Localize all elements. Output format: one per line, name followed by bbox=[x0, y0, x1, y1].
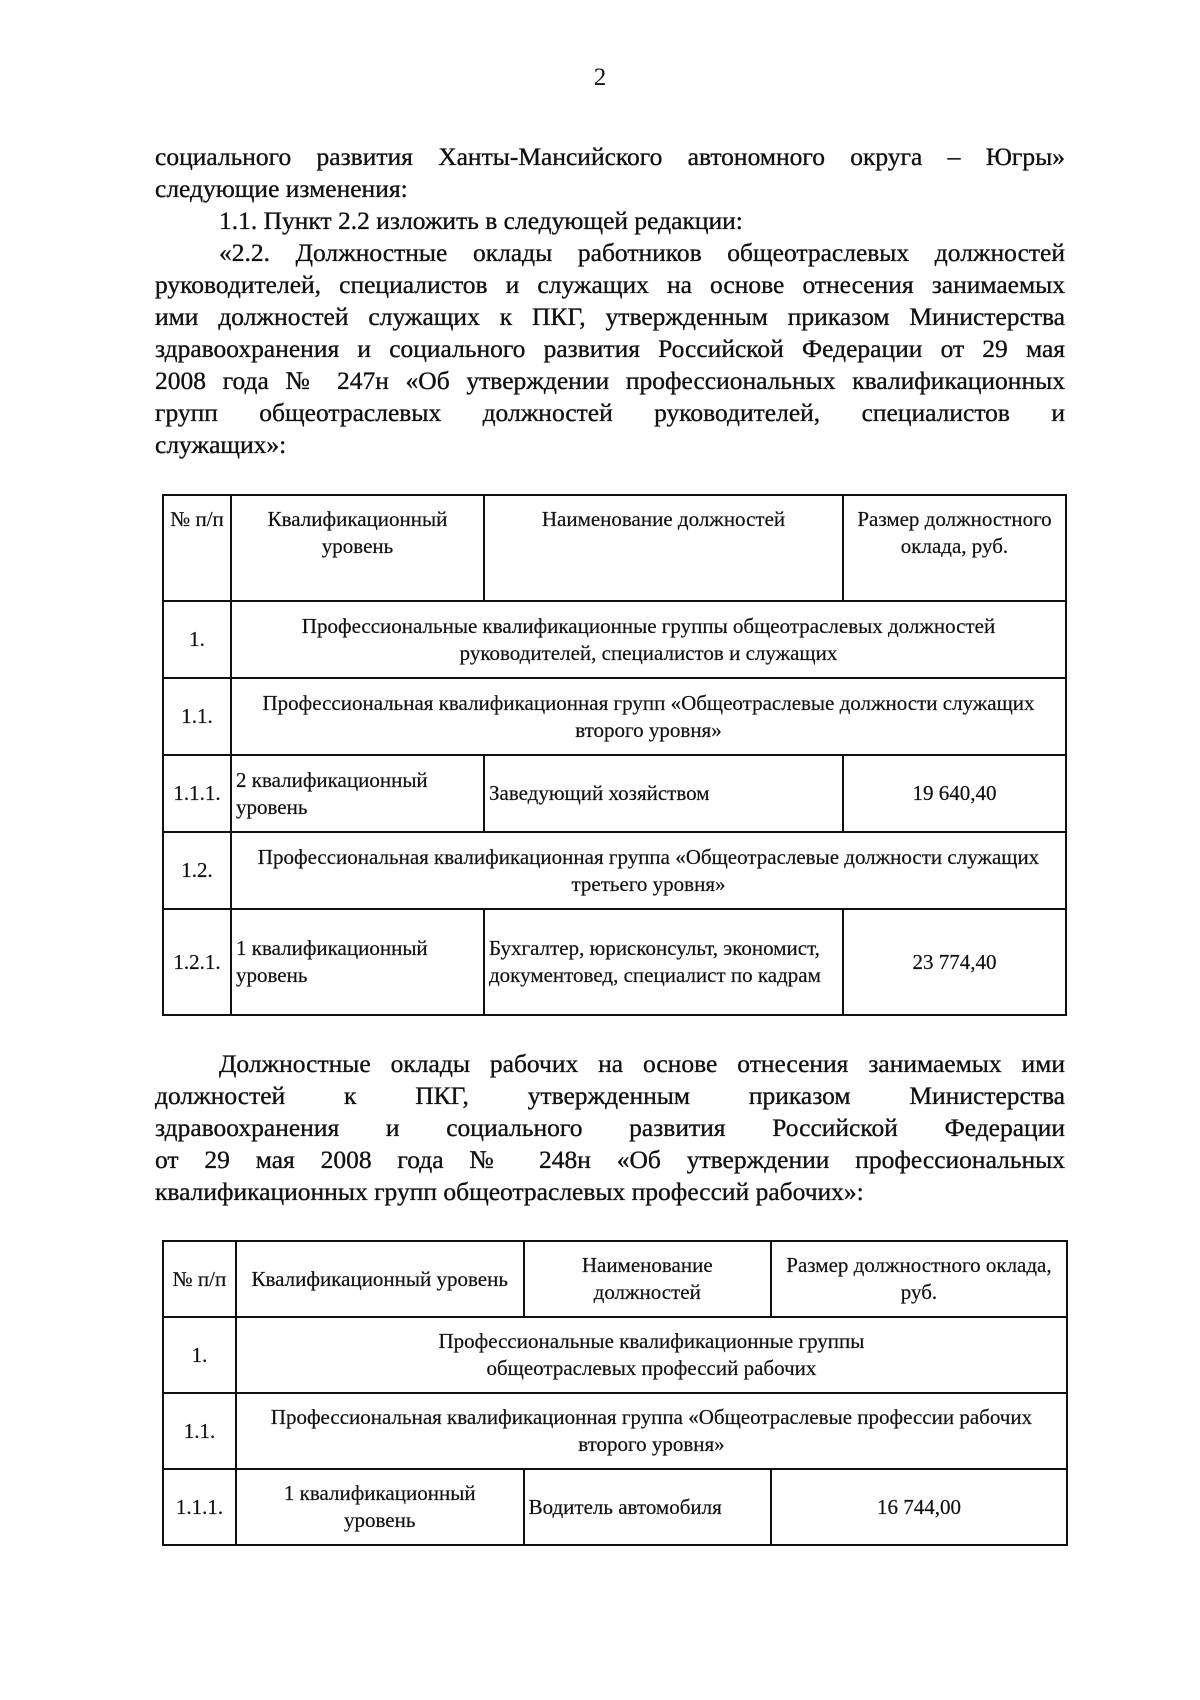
header-level: Квалификационный уровень bbox=[231, 495, 484, 601]
salary-table-employees bbox=[162, 494, 1067, 1016]
table-group-row bbox=[163, 601, 1066, 678]
table-header-row bbox=[163, 1241, 1067, 1317]
table-group-row bbox=[163, 1317, 1067, 1393]
workers-paragraph bbox=[155, 1048, 1065, 1208]
text-line: руководителей, специалистов и служащих на основе отнесения занимаемых bbox=[155, 270, 1065, 299]
page-number: 2 bbox=[593, 64, 607, 91]
header-salary: Размер должностного оклада, руб. bbox=[771, 1241, 1067, 1317]
text-line: здравоохранения и социального развития Российской Федерации от 29 мая bbox=[155, 334, 1065, 363]
text-line: социального развития Ханты-Мансийского автономного округа – Югры» bbox=[155, 142, 1065, 171]
salary-table-workers bbox=[162, 1240, 1068, 1546]
row-num: 1.2. bbox=[163, 832, 231, 909]
header-num: № п/п bbox=[163, 495, 231, 601]
text-line: от 29 мая 2008 года № 248н «Об утверждении профессиональных bbox=[155, 1145, 1065, 1174]
table-group-row bbox=[163, 832, 1066, 909]
row-num: 1. bbox=[163, 601, 231, 678]
row-level: 1 квалификационный уровень bbox=[231, 909, 484, 1015]
group-title: Профессиональная квалификационная группа «Общеотраслевые профессии рабочих второго уровня» bbox=[236, 1393, 1067, 1469]
text-line: здравоохранения и социального развития Российской Федерации bbox=[155, 1113, 1065, 1142]
row-num: 1.1. bbox=[163, 1393, 236, 1469]
group-title: Профессиональные квалификационные группы общеотраслевых профессий рабочих bbox=[236, 1317, 1067, 1393]
group-title: Профессиональные квалификационные группы общеотраслевых должностей руководителей, специалистов и служащих bbox=[231, 601, 1066, 678]
text-line: 1.1. Пункт 2.2 изложить в следующей редакции: bbox=[219, 206, 743, 235]
row-salary: 16 744,00 bbox=[771, 1469, 1067, 1545]
group-title: Профессиональная квалификационная групп «Общеотраслевые должности служащих второго уровня» bbox=[231, 678, 1066, 755]
text-line: Должностные оклады рабочих на основе отнесения занимаемых ими bbox=[219, 1049, 1065, 1078]
row-level: 1 квалификационный уровень bbox=[236, 1469, 524, 1545]
intro-paragraph bbox=[155, 141, 1065, 461]
table-group-row bbox=[163, 678, 1066, 755]
row-num: 1.1. bbox=[163, 678, 231, 755]
text-line: служащих»: bbox=[155, 430, 287, 459]
header-position: Наименование должностей bbox=[524, 1241, 771, 1317]
text-line: групп общеотраслевых должностей руководителей, специалистов и bbox=[155, 398, 1065, 427]
text-line: следующие изменения: bbox=[155, 174, 408, 203]
row-num: 1.1.1. bbox=[163, 755, 231, 832]
row-salary: 23 774,40 bbox=[843, 909, 1066, 1015]
text-line: 2008 года № 247н «Об утверждении профессиональных квалификационных bbox=[155, 366, 1065, 395]
row-num: 1.1.1. bbox=[163, 1469, 236, 1545]
group-title: Профессиональная квалификационная группа «Общеотраслевые должности служащих третьего уровня» bbox=[231, 832, 1066, 909]
header-num: № п/п bbox=[163, 1241, 236, 1317]
header-level: Квалификационный уровень bbox=[236, 1241, 524, 1317]
table-row bbox=[163, 755, 1066, 832]
row-position: Водитель автомобиля bbox=[524, 1469, 771, 1545]
table-group-row bbox=[163, 1393, 1067, 1469]
table-row bbox=[163, 909, 1066, 1015]
text-line: квалификационных групп общеотраслевых профессий рабочих»: bbox=[155, 1177, 864, 1206]
row-position: Бухгалтер, юрисконсульт, экономист, документовед, специалист по кадрам bbox=[484, 909, 843, 1015]
row-position: Заведующий хозяйством bbox=[484, 755, 843, 832]
row-num: 1.2.1. bbox=[163, 909, 231, 1015]
table-row bbox=[163, 1469, 1067, 1545]
header-salary: Размер должностного оклада, руб. bbox=[843, 495, 1066, 601]
table-header-row bbox=[163, 495, 1066, 601]
header-position: Наименование должностей bbox=[484, 495, 843, 601]
row-num: 1. bbox=[163, 1317, 236, 1393]
row-level: 2 квалификационный уровень bbox=[231, 755, 484, 832]
row-salary: 19 640,40 bbox=[843, 755, 1066, 832]
text-line: «2.2. Должностные оклады работников общеотраслевых должностей bbox=[219, 238, 1065, 267]
text-line: ими должностей служащих к ПКГ, утвержденным приказом Министерства bbox=[155, 302, 1065, 331]
text-line: должностей к ПКГ, утвержденным приказом Министерства bbox=[155, 1081, 1065, 1110]
